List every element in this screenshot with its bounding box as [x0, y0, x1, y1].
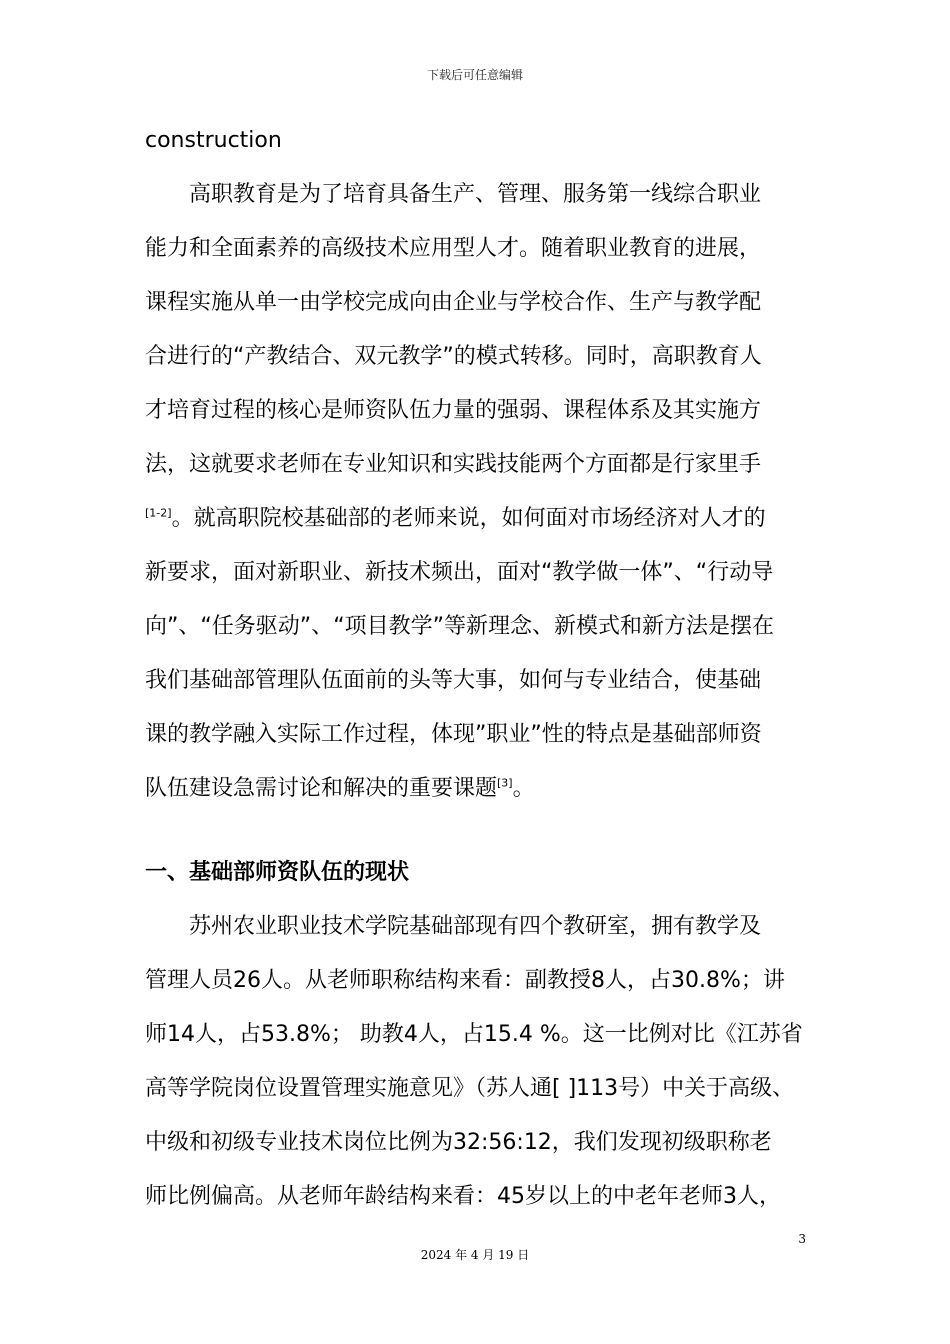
- page-header: 下载后可任意编辑: [426, 68, 523, 82]
- paragraph-2: [145, 900, 810, 1224]
- para1-line: 课的教学融入实际工作过程，体现”职业”性的特点是基础部师资: [145, 722, 762, 747]
- para2-line: 师14人，占53.8%； 助教4人，占15.4 %。这一比例对比《江苏省: [145, 1022, 803, 1047]
- page-number: 3: [798, 1232, 806, 1246]
- para2-line: 苏州农业职业技术学院基础部现有四个教研室，拥有教学及: [189, 914, 762, 939]
- para1-line: 才培育过程的核心是师资队伍力量的强弱、课程体系及其实施方: [145, 398, 762, 423]
- para2-line: 管理人员26人。从老师职称结构来看：副教授8人，占30.8%；讲: [145, 968, 785, 993]
- para1-last-line: [145, 762, 810, 816]
- continuation-word: construction: [145, 128, 282, 153]
- section-heading: 一、基础部师资队伍的现状: [145, 860, 410, 885]
- para1-line-text: 队伍建设急需讨论和解决的重要课题: [145, 776, 498, 801]
- footer-date: 2024 年 4 月 19 日: [420, 1248, 530, 1262]
- para1-line: 能力和全面素养的高级技术应用型人才。随着职业教育的进展，: [145, 236, 762, 261]
- para1-line: 课程实施从单一由学校完成向由企业与学校合作、生产与教学配: [145, 290, 762, 315]
- para1-line-cited: [145, 492, 810, 546]
- para1-line: 法，这就要求老师在专业知识和实践技能两个方面都是行家里手: [145, 452, 762, 477]
- citation-1: [1-2]: [145, 506, 172, 520]
- para1-line-end: 。: [512, 776, 535, 801]
- paragraph-1: [145, 168, 810, 816]
- para1-line: 我们基础部管理队伍面前的头等大事，如何与专业结合，使基础: [145, 668, 762, 693]
- para2-line: 中级和初级专业技术岗位比例为32:56:12，我们发现初级职称老: [145, 1130, 772, 1155]
- para2-line: 高等学院岗位设置管理实施意见》（苏人通[ ]113号）中关于高级、: [145, 1076, 795, 1101]
- para2-line: 师比例偏高。从老师年龄结构来看：45岁以上的中老年老师3人，: [145, 1184, 781, 1209]
- para1-line: 向”、“任务驱动”、“项目教学”等新理念、新模式和新方法是摆在: [145, 614, 774, 639]
- para1-line: 高职教育是为了培育具备生产、管理、服务第一线综合职业: [189, 182, 762, 207]
- para1-line: 新要求，面对新职业、新技术频出，面对“教学做一体”、“行动导: [145, 560, 774, 585]
- para1-line-text: 。就高职院校基础部的老师来说，如何面对市场经济对人才的: [171, 506, 766, 531]
- para1-line: 合进行的“产教结合、双元教学”的模式转移。同时，高职教育人: [145, 344, 762, 369]
- citation-2: [3]: [497, 776, 513, 790]
